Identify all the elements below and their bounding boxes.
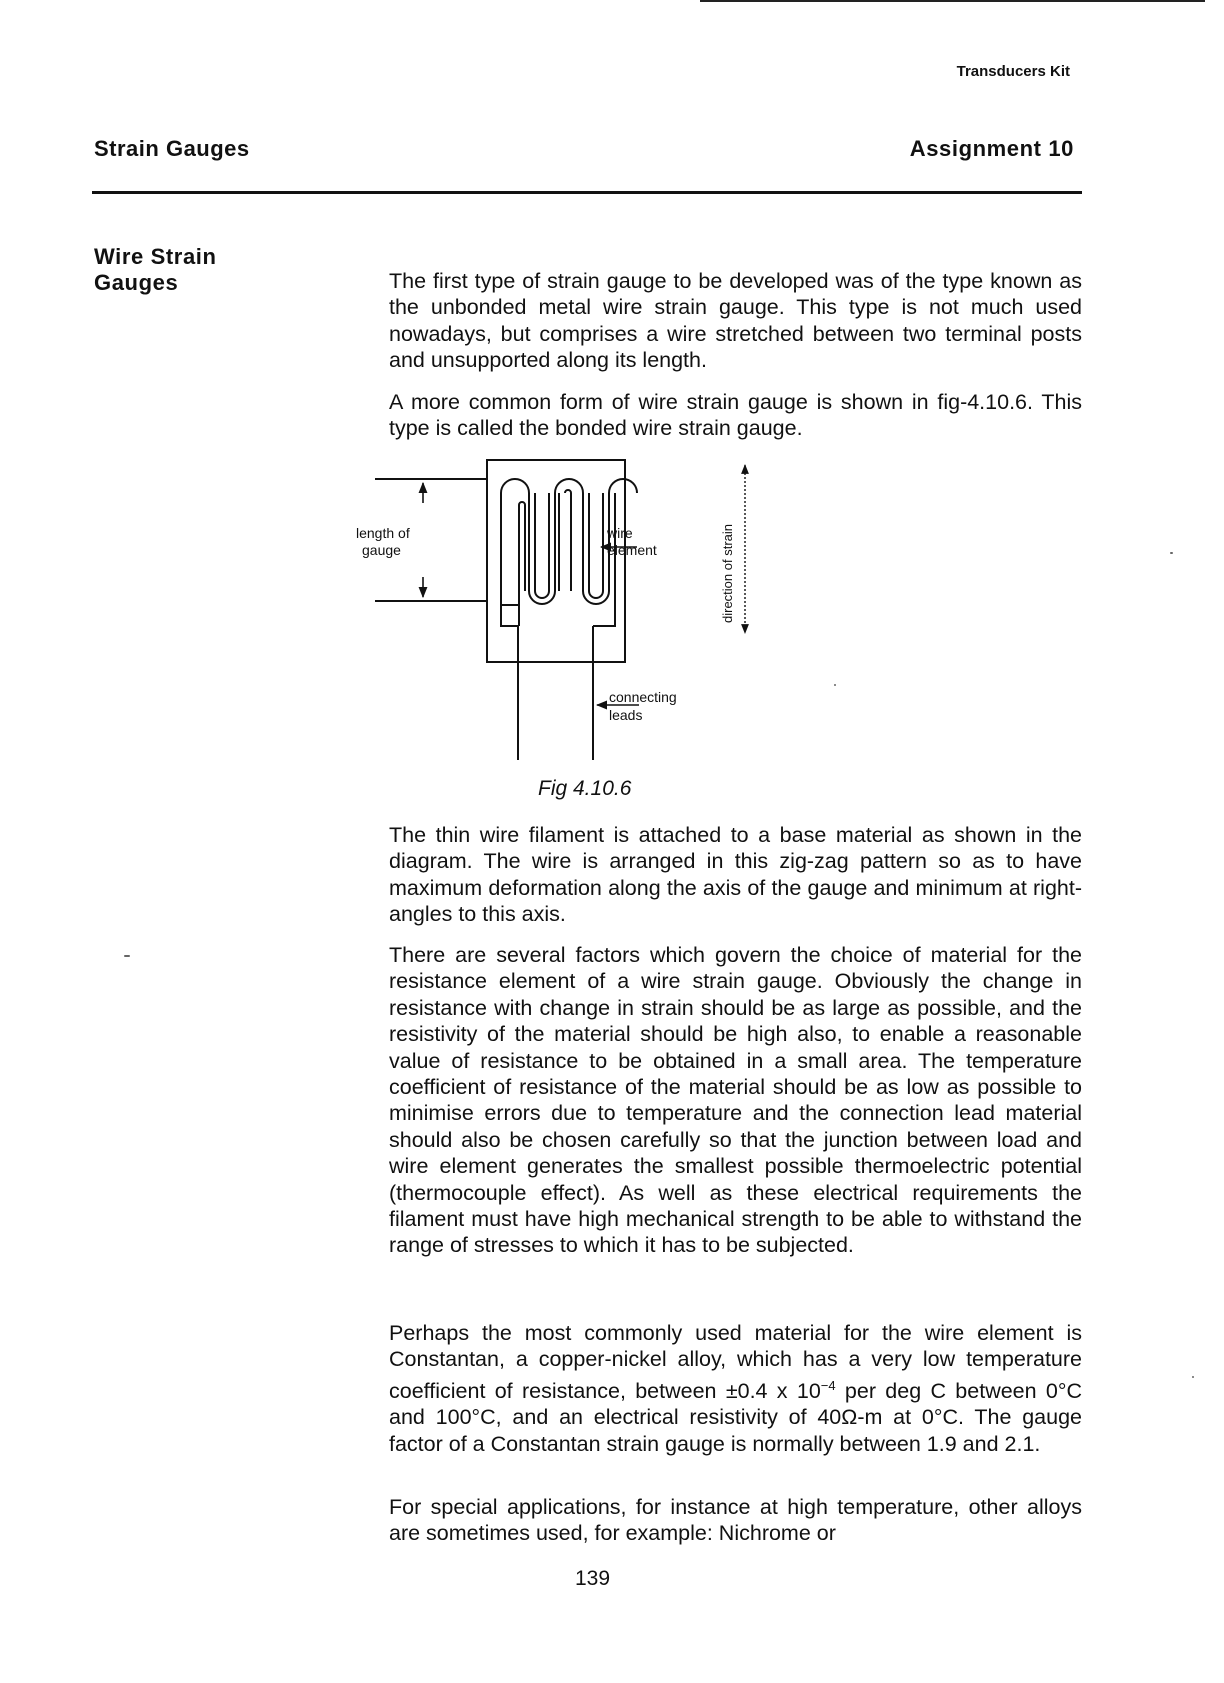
- figure-caption: Fig 4.10.6: [538, 777, 632, 800]
- length-label-line1: length of: [356, 525, 410, 541]
- wire-label-line2: element: [607, 542, 657, 558]
- paragraph-5: [389, 1320, 1082, 1457]
- wire-label-line1: wire: [607, 525, 633, 541]
- paragraph-5-part2: per deg C between 0°C and 100°C, and an electrical resistivity of 40Ω-m at 0°C. The gauge factor of a Constantan strain gauge is normally between 1.9 and 2.1.: [389, 1378, 1082, 1456]
- paragraph-1: The first type of strain gauge to be developed was of the type known as the unbonded metal wire strain gauge. This type is not much used nowadays, but comprises a wire stretched between two terminal posts and unsupported along its length.: [389, 269, 1082, 373]
- paragraph-5-part1: Perhaps the most commonly used material for the wire element is Constantan, a copper-nickel alloy, which has a very low temperature coefficient of resistance, between ±0.4 x 10: [389, 1321, 1082, 1403]
- scan-speck: [834, 684, 836, 686]
- side-heading-line1: Wire Strain: [94, 244, 217, 269]
- page-number: 139: [575, 1567, 611, 1590]
- kit-name: Transducers Kit: [956, 63, 1070, 80]
- top-rule: [700, 0, 1205, 2]
- assignment-number: Assignment 10: [909, 136, 1074, 161]
- section-title: Strain Gauges: [94, 136, 250, 161]
- scan-speck: [124, 955, 130, 957]
- length-label-line2: gauge: [362, 542, 401, 558]
- leads-label-line2: leads: [609, 707, 643, 723]
- paragraph-4: There are several factors which govern the choice of material for the resistance element of a wire strain gauge. Obviously the change in resistance with change in strain should be as large as possible, and the resistivity of the material should be high also, to enable a reasonable value of resistance to be obtained in a small area. The temperature coefficient of resistance of the material should be as low as possible to minimise errors due to temperature and the connection lead material should also be chosen carefully so that the junction between load and wire element generates the smallest possible thermoelectric potential (thermocouple effect). As well as these electrical requirements the filament must have high mechanical strength to be able to withstand the range of stresses to which it has to be subjected.: [389, 943, 1082, 1258]
- scan-speck: [1192, 1376, 1194, 1378]
- leads-label-line1: connecting: [609, 689, 677, 705]
- paragraph-3: The thin wire filament is attached to a base material as shown in the diagram. The wire is arranged in this zig-zag pattern so as to have maximum deformation along the axis of the gauge and minimum at right-angles to this axis.: [389, 823, 1082, 927]
- direction-label: direction of strain: [720, 524, 735, 623]
- header-rule: [92, 191, 1082, 194]
- paragraph-2: A more common form of wire strain gauge is shown in fig-4.10.6. This type is called the bonded wire strain gauge.: [389, 390, 1082, 441]
- scan-speck: [1170, 552, 1173, 554]
- strain-gauge-diagram: [356, 455, 785, 765]
- paragraph-5-exponent: −4: [820, 1377, 836, 1393]
- paragraph-6: For special applications, for instance at high temperature, other alloys are sometimes used, for example: Nichrome or: [389, 1495, 1082, 1546]
- side-heading: [94, 244, 294, 296]
- side-heading-line2: Gauges: [94, 270, 179, 295]
